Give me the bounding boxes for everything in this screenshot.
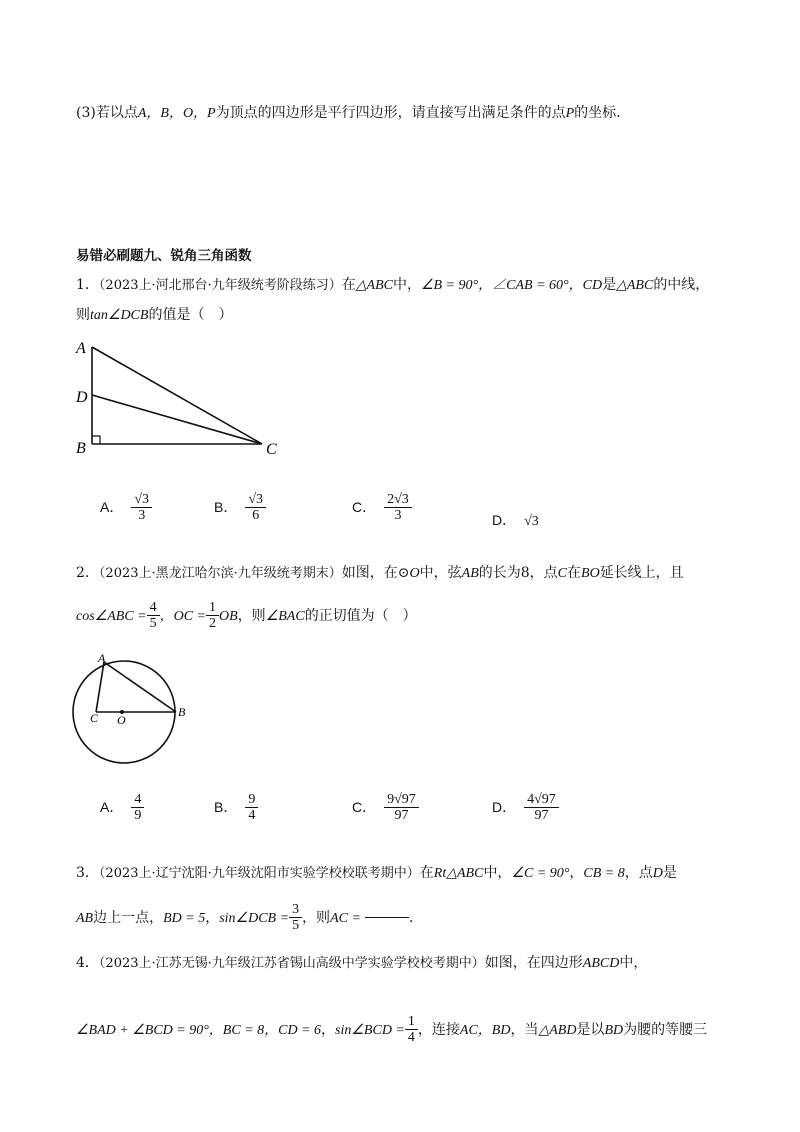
part3-number: (3) — [76, 105, 96, 121]
math: ，OC = — [159, 608, 207, 624]
numerator: 9 — [245, 792, 258, 808]
text: 的值是（ ） — [148, 307, 233, 323]
denominator: 2 — [209, 616, 217, 632]
text: 则 — [76, 307, 90, 323]
label-d: D — [76, 389, 88, 406]
label-a: A — [98, 651, 106, 665]
math: D — [652, 866, 663, 881]
math: P — [565, 106, 575, 121]
text: 是以 — [576, 1021, 605, 1038]
math: CB = 8 — [583, 866, 625, 881]
part3-line — [76, 102, 621, 122]
math: OB — [219, 608, 238, 624]
text: 的正切值为（ ） — [304, 607, 417, 624]
q2-option-d[interactable] — [492, 792, 559, 824]
text: 边上一点， — [93, 909, 164, 926]
math: ∠BAC — [265, 608, 305, 624]
denominator: 3 — [138, 508, 146, 524]
math: O — [409, 566, 420, 581]
text: 的坐标. — [574, 105, 621, 121]
denominator: 6 — [252, 508, 260, 524]
q1-triangle-figure — [70, 335, 300, 465]
question-source: （2023上·辽宁沈阳·九年级沈阳市实验学校校联考期中） — [98, 866, 420, 881]
section-title: 易错必刷题九、锐角三角函数 — [76, 248, 252, 264]
numerator: √3 — [131, 492, 152, 508]
text: 中， — [483, 865, 512, 881]
numerator: 4 — [131, 792, 144, 808]
text: 是 — [662, 865, 677, 881]
text: 是 — [602, 277, 617, 293]
fraction — [131, 792, 144, 824]
question-source: （2023上·河北邢台·九年级统考阶段练习） — [98, 278, 342, 293]
question-source: （2023上·黑龙江哈尔滨·九年级统考期末） — [98, 566, 342, 581]
text: 在 — [419, 865, 434, 881]
text: 如图，在⊙ — [341, 565, 410, 581]
text: 在 — [341, 277, 356, 293]
math: ABCD — [582, 956, 620, 971]
fraction — [384, 492, 412, 524]
q2-option-a[interactable] — [100, 792, 144, 824]
text: 如图，在四边形 — [484, 955, 583, 971]
text: 若以点 — [95, 105, 138, 121]
q2-option-c[interactable] — [352, 792, 419, 824]
numerator: 9√97 — [384, 792, 419, 808]
denominator: 5 — [292, 918, 300, 934]
q4-line2 — [76, 1014, 707, 1046]
math: AB — [461, 566, 479, 581]
q1-option-a[interactable] — [100, 492, 152, 524]
question-source: （2023上·江苏无锡·九年级江苏省锡山高级中学实验学校校考期中） — [98, 956, 485, 971]
text: ， — [321, 1021, 336, 1038]
option-label: A． — [100, 498, 124, 515]
math: cos∠ABC = — [76, 608, 147, 624]
numerator: 2√3 — [384, 492, 412, 508]
math: BD = 5 — [163, 910, 206, 926]
label-b: B — [76, 440, 86, 457]
question-number: 2． — [76, 565, 99, 581]
q1-option-b[interactable] — [214, 492, 266, 524]
fraction — [289, 902, 302, 934]
fraction — [147, 600, 160, 632]
fraction — [245, 792, 258, 824]
option-value: √3 — [524, 514, 539, 529]
text: 的中线， — [653, 277, 710, 293]
text: ， — [205, 909, 220, 926]
math: C — [557, 566, 568, 581]
fraction — [131, 492, 152, 524]
text: ， — [569, 865, 584, 881]
numerator: 4 — [147, 600, 160, 616]
text: ，当 — [510, 1021, 539, 1038]
math: tan∠DCB — [90, 308, 149, 323]
option-label: C． — [352, 498, 377, 515]
option-label: D． — [492, 512, 517, 528]
text: 延长线上，且 — [599, 565, 684, 581]
fraction — [206, 600, 219, 632]
math: AB — [76, 910, 94, 926]
text: 的长为 — [478, 565, 521, 581]
option-label: B． — [214, 798, 238, 815]
math: Rt△ABC — [433, 866, 484, 881]
q2-option-b[interactable] — [214, 792, 258, 824]
denominator: 4 — [248, 808, 256, 824]
question-number: 4． — [76, 955, 99, 971]
q1-line2 — [76, 304, 232, 324]
fraction — [245, 492, 266, 524]
fraction — [384, 792, 419, 824]
text: ，则 — [302, 909, 331, 926]
option-label: C． — [352, 798, 377, 815]
label-c: C — [266, 441, 277, 458]
q1-option-c[interactable] — [352, 492, 412, 524]
text: ，点 — [624, 865, 653, 881]
numerator: √3 — [245, 492, 266, 508]
denominator: 4 — [407, 1030, 415, 1046]
text: 中， — [619, 955, 648, 971]
question-number: 1． — [76, 277, 99, 293]
math: BO — [581, 566, 600, 581]
option-label: A． — [100, 798, 124, 815]
option-label: B． — [214, 498, 238, 515]
text: 中， — [393, 277, 421, 293]
text: . — [408, 909, 414, 926]
q1-line1 — [76, 274, 709, 294]
q3-line1 — [76, 862, 677, 882]
math: ∠BAD + ∠BCD = 90°，BC = 8，CD = 6 — [76, 1022, 322, 1038]
denominator: 9 — [134, 808, 142, 824]
numerator: 3 — [289, 902, 302, 918]
label-o: O — [117, 713, 126, 727]
text: 为腰的等腰三 — [623, 1021, 708, 1038]
math: △ABD — [538, 1022, 577, 1038]
math: sin∠BCD = — [335, 1022, 405, 1038]
math: sin∠DCB = — [219, 910, 290, 926]
text: ，连接 — [417, 1021, 460, 1038]
text: ，则 — [237, 607, 266, 624]
q2-circle-figure — [66, 648, 206, 778]
numerator: 1 — [206, 600, 219, 616]
option-label: D． — [492, 798, 517, 815]
label-a: A — [76, 340, 86, 357]
math: ∠C = 90° — [511, 866, 570, 881]
q3-line2 — [76, 902, 413, 934]
numerator: 4√97 — [524, 792, 559, 808]
fraction — [524, 792, 559, 824]
label-b: B — [178, 705, 186, 719]
math: 8 — [520, 565, 530, 581]
q4-line1 — [76, 952, 647, 972]
math: ∠B = 90°，∠CAB = 60°，CD — [421, 278, 603, 293]
q2-line2 — [76, 600, 417, 632]
numerator: 1 — [405, 1014, 418, 1030]
denominator: 3 — [394, 508, 402, 524]
math: △ABC — [616, 278, 654, 293]
denominator: 97 — [534, 808, 549, 824]
text: 在 — [567, 565, 582, 581]
text: 为顶点的四边形是平行四边形，请直接写出满足条件的点 — [215, 105, 566, 121]
q1-option-d[interactable] — [492, 510, 539, 530]
text: 中，弦 — [419, 565, 462, 581]
math: AC，BD — [459, 1022, 511, 1038]
math: BD — [604, 1022, 624, 1038]
question-number: 3． — [76, 865, 99, 881]
q2-line1 — [76, 562, 684, 582]
text: ，点 — [529, 565, 558, 581]
answer-blank[interactable] — [365, 917, 409, 918]
math: AC = — [330, 910, 361, 926]
math: A，B，O，P — [137, 106, 216, 121]
denominator: 97 — [394, 808, 409, 824]
fraction — [405, 1014, 418, 1046]
denominator: 5 — [149, 616, 157, 632]
math: △ABC — [355, 278, 393, 293]
label-c: C — [90, 711, 99, 725]
